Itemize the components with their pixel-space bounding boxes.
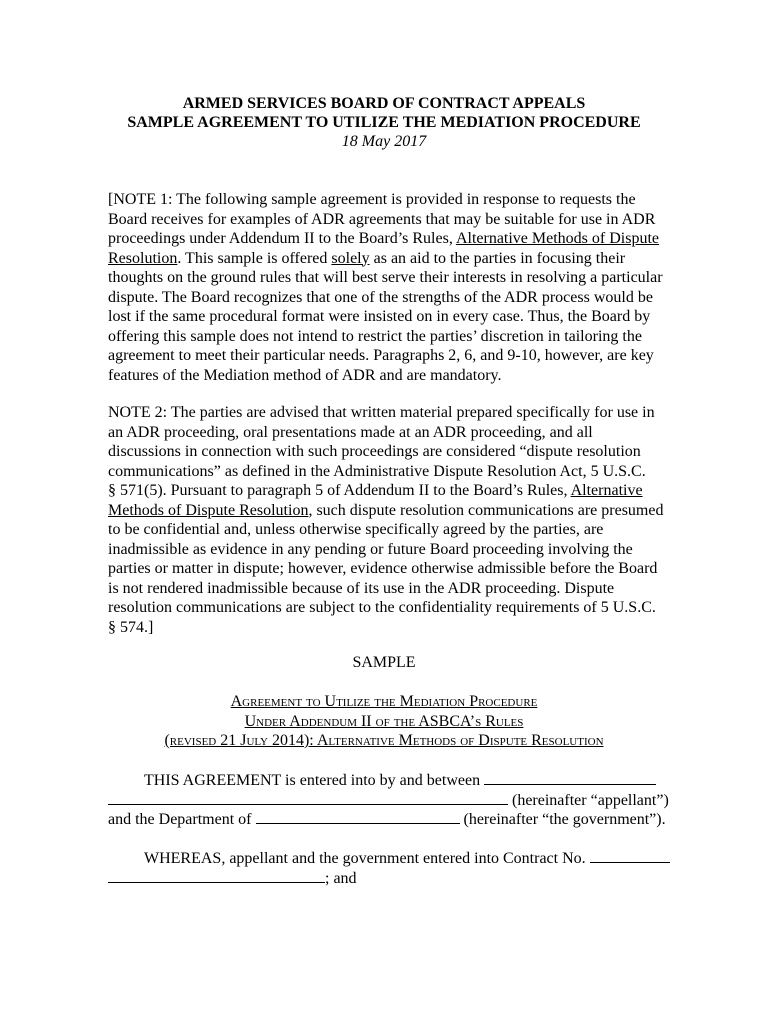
note-2-line: § 574.]: [108, 618, 154, 636]
note-2: [108, 403, 688, 637]
note-1-line: [NOTE 1: The following sample agreement is provided in response to requests the: [108, 191, 636, 208]
rules-reference-cont: Resolution: [108, 249, 178, 267]
note-2-text: § 571(5). Pursuant to paragraph 5 of Addendum II to the Board’s Rules,: [108, 482, 571, 499]
note-1-line: [108, 229, 688, 249]
note-2-line: resolution communications are subject to the confidentiality requirements of 5 U.S.C.: [108, 599, 656, 616]
note-1-text: proceedings under Addendum II to the Board’s Rules,: [108, 230, 456, 247]
agreement-text: (hereinafter “appellant”): [512, 791, 669, 809]
note-2-line: [108, 481, 688, 501]
sample-title-line-1: Agreement to Utilize the Mediation Procedure: [230, 693, 538, 710]
sample-title-line-2: Under Addendum II of the ASBCA’s Rules: [244, 713, 524, 730]
note-1-line: Board receives for examples of ADR agreements that may be suitable for use in ADR: [108, 210, 656, 228]
rules-reference-cont: Methods of Dispute Resolution: [108, 501, 309, 519]
note-2-line: is not rendered inadmissible because of its use in the ADR proceeding. Dispute: [108, 579, 615, 597]
note-1-line: agreement to meet their particular needs. Paragraphs 2, 6, and 9-10, however, are key: [108, 347, 654, 364]
note-2-line: inadmissible as evidence in any pending or future Board proceeding involving the: [108, 540, 633, 558]
whereas-text: ; and: [325, 869, 357, 887]
agreement-line: [108, 770, 688, 790]
note-2-line: discussions in connection with such proceedings are considered “dispute resolution: [108, 443, 641, 460]
sample-title-line-3: (revised 21 July 2014): Alternative Methods of Dispute Resolution: [164, 732, 604, 749]
contract-number-blank-cont[interactable]: [108, 868, 325, 883]
agreement-parties: [108, 770, 688, 829]
note-2-line: communications” as defined in the Administrative Dispute Resolution Act, 5 U.S.C.: [108, 462, 646, 480]
whereas-line: [108, 868, 688, 888]
note-2-line: parties or matter in dispute; however, evidence otherwise admissible before the Board: [108, 560, 658, 577]
document-date: 18 May 2017: [341, 133, 427, 150]
note-1-line: dispute. The Board recognizes that one of the strengths of the ADR process would be: [108, 288, 653, 306]
note-1-line: [108, 249, 688, 269]
party-name-blank[interactable]: [484, 770, 656, 785]
agreement-line: [108, 790, 688, 810]
note-1-line: thoughts on the ground rules that will best serve their interests in resolving a particular: [108, 269, 663, 286]
solely-emphasis: solely: [331, 249, 370, 267]
rules-reference: Alternative: [570, 482, 643, 499]
rules-reference: Alternative Methods of Dispute: [455, 230, 660, 247]
note-2-text: , such dispute resolution communications are presumed: [308, 501, 664, 519]
agreement-text: and the Department of: [108, 811, 252, 828]
sample-label: SAMPLE: [352, 654, 416, 671]
agreement-line: [108, 809, 688, 829]
note-1-line: lost if the same procedural format were insisted on in every case. Thus, the Board by: [108, 308, 651, 325]
note-2-line: to be confidential and, unless otherwise specifically agreed by the parties, are: [108, 521, 604, 538]
note-2-line: an ADR proceeding, oral presentations made at an ADR proceeding, and all: [108, 423, 593, 441]
whereas-clause: [108, 848, 688, 887]
agreement-text: (hereinafter “the government”).: [463, 811, 666, 828]
note-1-text: . This sample is offered: [177, 249, 332, 267]
department-blank[interactable]: [256, 809, 460, 824]
agreement-text: THIS AGREEMENT is entered into by and between: [144, 772, 481, 789]
note-1: [108, 190, 688, 385]
appellant-name-blank[interactable]: [108, 790, 508, 805]
whereas-text: WHEREAS, appellant and the government entered into Contract No.: [144, 850, 586, 867]
board-title: ARMED SERVICES BOARD OF CONTRACT APPEALS: [182, 95, 586, 112]
note-1-text: as an aid to the parties in focusing their: [369, 249, 626, 267]
whereas-line: [108, 848, 688, 868]
note-1-line: features of the Mediation method of ADR and are mandatory.: [108, 366, 502, 384]
note-2-line: [108, 501, 688, 521]
note-1-line: offering this sample does not intend to restrict the parties’ discretion in tailoring the: [108, 327, 642, 345]
agreement-title: SAMPLE AGREEMENT TO UTILIZE THE MEDIATION PROCEDURE: [127, 114, 641, 131]
note-2-line: NOTE 2: The parties are advised that written material prepared specifically for use in: [108, 404, 655, 421]
contract-number-blank[interactable]: [590, 848, 670, 863]
